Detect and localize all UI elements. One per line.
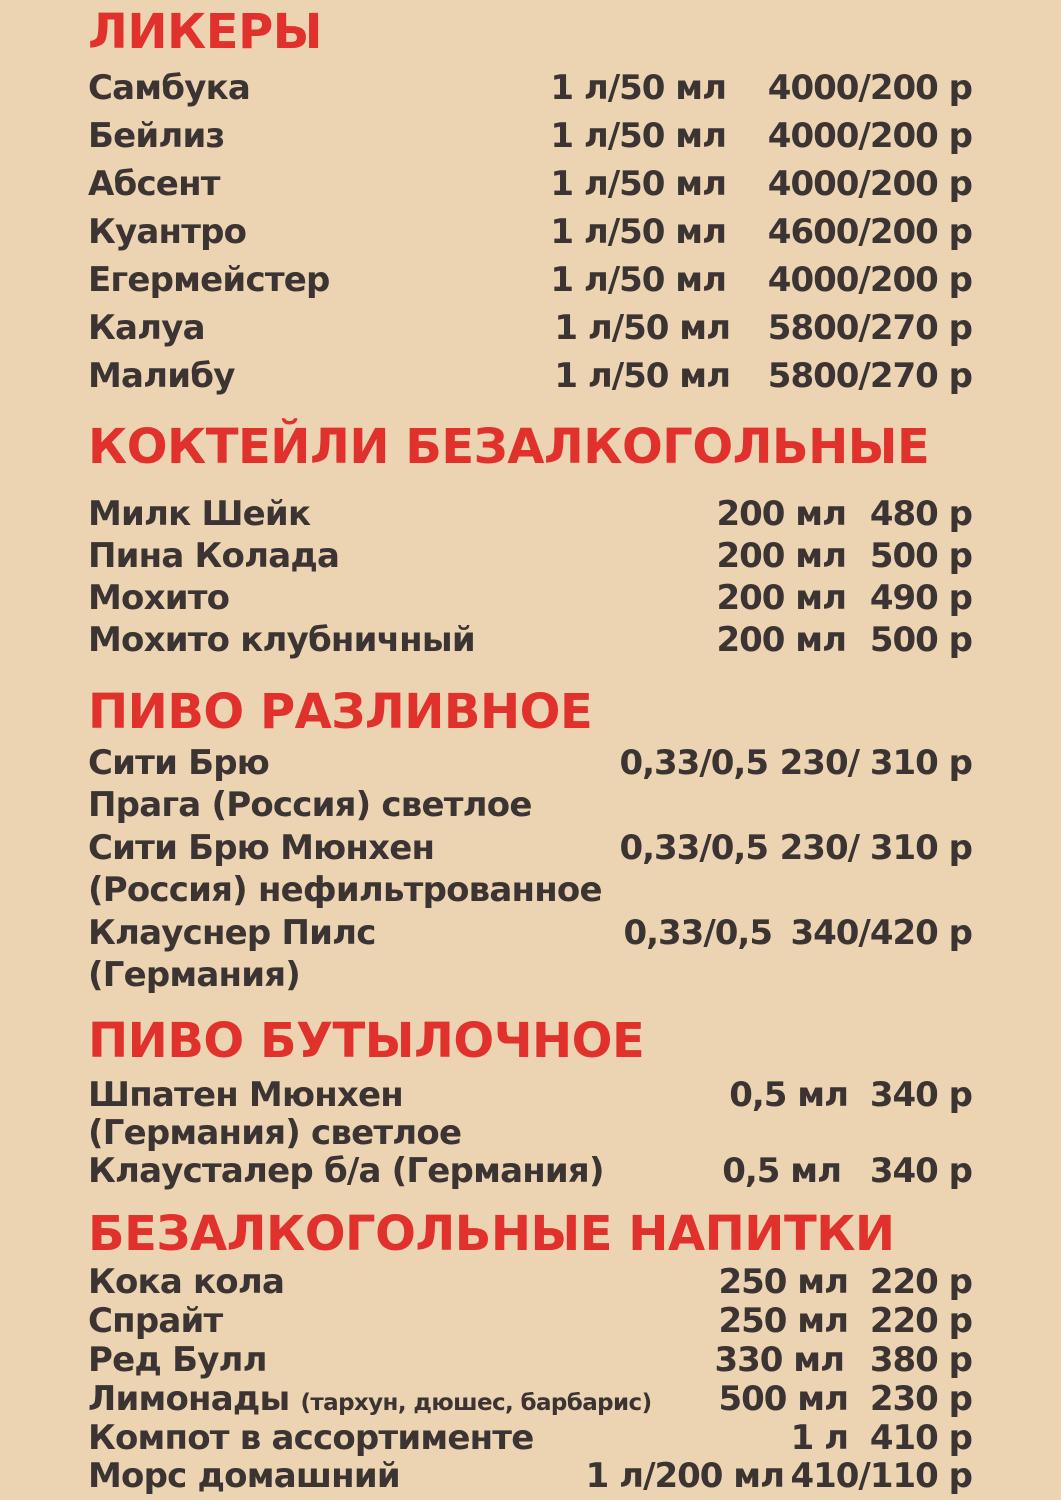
item-price: 490 р (869, 578, 972, 618)
item-price: 340/420 р (790, 913, 972, 953)
item-price: 480 р (869, 494, 972, 534)
item-price: 220 р (869, 1301, 972, 1341)
section-title-cocktails: КОКТЕЙЛИ БЕЗАЛКОГОЛЬНЫЕ (88, 419, 930, 475)
item-volume: 330 мл (714, 1340, 844, 1380)
item-price: 380 р (869, 1340, 972, 1380)
item-name-line2: (Германия) светлое (88, 1113, 462, 1153)
item-price: 410/110 р (790, 1456, 972, 1496)
item-name: Пина Колада (88, 536, 340, 576)
item-name: Спрайт (88, 1301, 223, 1341)
section-title-liqueurs: ЛИКЕРЫ (88, 4, 322, 60)
item-volume: 1 л/200 мл (585, 1456, 784, 1496)
item-name: Малибу (88, 356, 235, 396)
item-price: 340 р (869, 1075, 972, 1115)
item-name: Ред Булл (88, 1340, 267, 1380)
item-name: Компот в ассортименте (88, 1418, 534, 1458)
item-name-line2: (Германия) (88, 955, 301, 995)
item-name: Сити Брю Мюнхен (88, 828, 435, 868)
item-volume: 1 л/50 мл (550, 212, 726, 252)
item-name: Сити Брю (88, 743, 270, 783)
item-name: Абсент (88, 164, 220, 204)
item-price: 410 р (869, 1418, 972, 1458)
section-title-bottled-beer: ПИВО БУТЫЛОЧНОЕ (88, 1013, 645, 1069)
item-name: Куантро (88, 212, 247, 252)
item-volume: 0,5 мл (722, 1151, 841, 1191)
item-volume: 1 л/50 мл (554, 356, 730, 396)
item-volume: 250 мл (718, 1262, 848, 1302)
item-name: Бейлиз (88, 116, 225, 156)
item-volume: 200 мл (716, 620, 846, 660)
item-volume: 1 л/50 мл (550, 164, 726, 204)
item-volume: 500 мл (718, 1379, 848, 1419)
item-price: 4000/200 р (767, 164, 972, 204)
item-name: Клаусталер б/а (Германия) (88, 1151, 604, 1191)
item-name-line2: Прага (Россия) светлое (88, 785, 532, 825)
item-name: Морс домашний (88, 1456, 400, 1496)
item-name: Милк Шейк (88, 494, 311, 534)
item-volume: 200 мл (716, 578, 846, 618)
item-name-main: Лимонады (88, 1379, 290, 1419)
item-name-line2: (Россия) нефильтрованное (88, 870, 602, 910)
item-price: 230 р (869, 1379, 972, 1419)
item-price: 4000/200 р (767, 116, 972, 156)
item-price: 500 р (869, 536, 972, 576)
item-name: Калуа (88, 308, 205, 348)
item-volume: 0,33/0,5 (623, 913, 772, 953)
section-title-soft-drinks: БЕЗАЛКОГОЛЬНЫЕ НАПИТКИ (88, 1206, 895, 1262)
item-name: Мохито клубничный (88, 620, 475, 660)
item-name: Мохито (88, 578, 230, 618)
item-name: Шпатен Мюнхен (88, 1075, 403, 1115)
item-price: 230/ 310 р (779, 828, 972, 868)
item-volume: 0,5 мл (729, 1075, 848, 1115)
item-volume: 1 л/50 мл (550, 260, 726, 300)
item-name: Клауснер Пилс (88, 913, 376, 953)
item-volume: 1 л/50 мл (550, 68, 726, 108)
item-volume: 1 л/50 мл (554, 308, 730, 348)
section-title-draft-beer: ПИВО РАЗЛИВНОЕ (88, 684, 593, 740)
item-price: 5800/270 р (767, 356, 972, 396)
item-price: 230/ 310 р (779, 743, 972, 783)
drinks-menu (88, 0, 972, 1500)
item-price: 4600/200 р (767, 212, 972, 252)
item-name (88, 1379, 652, 1419)
item-volume: 200 мл (716, 494, 846, 534)
item-price: 4000/200 р (767, 68, 972, 108)
item-price: 340 р (869, 1151, 972, 1191)
item-price: 220 р (869, 1262, 972, 1302)
item-volume: 1 л (790, 1418, 848, 1458)
item-note: (тархун, дюшес, барбарис) (300, 1390, 652, 1416)
item-price: 4000/200 р (767, 260, 972, 300)
item-volume: 0,33/0,5 (619, 743, 768, 783)
item-volume: 200 мл (716, 536, 846, 576)
item-volume: 0,33/0,5 (619, 828, 768, 868)
item-name: Самбука (88, 68, 251, 108)
item-volume: 250 мл (718, 1301, 848, 1341)
item-name: Егермейстер (88, 260, 330, 300)
item-price: 500 р (869, 620, 972, 660)
item-name: Кока кола (88, 1262, 285, 1302)
item-volume: 1 л/50 мл (550, 116, 726, 156)
item-price: 5800/270 р (767, 308, 972, 348)
